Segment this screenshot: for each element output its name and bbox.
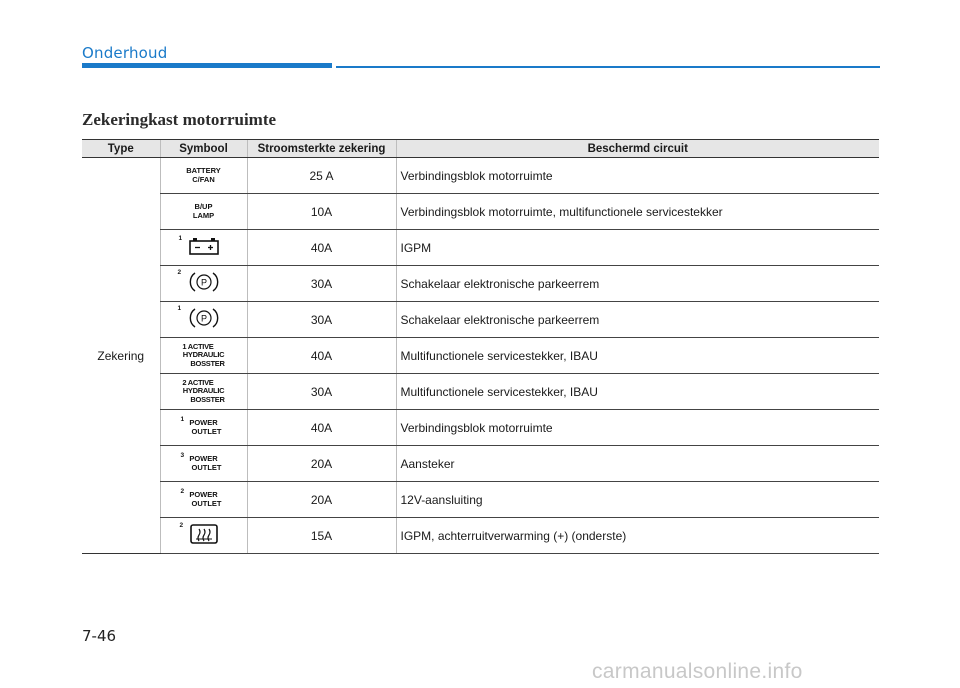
bup-lamp-label: B/UP LAMP bbox=[192, 202, 215, 220]
circuit-cell: Multifunctionele servicestekker, IBAU bbox=[396, 338, 879, 374]
amperage-cell: 30A bbox=[247, 266, 396, 302]
power-outlet-label: 3 POWER OUTLET bbox=[180, 452, 222, 472]
symbol-cell bbox=[160, 482, 247, 518]
symbol-cell bbox=[160, 338, 247, 374]
table-header-row bbox=[82, 140, 879, 158]
symbol-cell bbox=[160, 302, 247, 338]
type-cell: Zekering bbox=[82, 158, 160, 554]
parking-brake-icon: 2 P bbox=[188, 271, 220, 296]
symbol-cell bbox=[160, 518, 247, 554]
table-row bbox=[82, 338, 879, 374]
circuit-cell: Verbindingsblok motorruimte bbox=[396, 158, 879, 194]
circuit-cell: Schakelaar elektronische parkeerrem bbox=[396, 302, 879, 338]
table-row bbox=[82, 374, 879, 410]
battery-cfan-label: BATTERY C/FAN bbox=[186, 166, 221, 184]
page-heading: Zekeringkast motorruimte bbox=[82, 110, 277, 129]
header-rule-thick bbox=[82, 63, 332, 68]
circuit-cell: 12V-aansluiting bbox=[396, 482, 879, 518]
symbol-cell bbox=[160, 266, 247, 302]
table-row bbox=[82, 446, 879, 482]
symbol-cell bbox=[160, 230, 247, 266]
svg-text:P: P bbox=[200, 277, 207, 288]
amperage-cell: 20A bbox=[247, 446, 396, 482]
battery-icon: 1 bbox=[189, 237, 219, 258]
circuit-cell: Multifunctionele servicestekker, IBAU bbox=[396, 374, 879, 410]
section-title: Onderhoud bbox=[82, 44, 168, 62]
table-row bbox=[82, 158, 879, 194]
table-row bbox=[82, 194, 879, 230]
amperage-cell: 30A bbox=[247, 302, 396, 338]
header-rule-thin bbox=[336, 66, 880, 68]
symbol-cell bbox=[160, 194, 247, 230]
table-row bbox=[82, 482, 879, 518]
circuit-cell: IGPM, achterruitverwarming (+) (onderste) bbox=[396, 518, 879, 554]
power-outlet-label: 1 POWER OUTLET bbox=[180, 416, 222, 436]
active-hydraulic-booster-label: 2 ACTIVE HYDRAULIC BOSSTER bbox=[182, 377, 225, 404]
amperage-cell: 20A bbox=[247, 482, 396, 518]
amperage-cell: 40A bbox=[247, 230, 396, 266]
amperage-cell: 25 A bbox=[247, 158, 396, 194]
amperage-cell: 40A bbox=[247, 338, 396, 374]
circuit-cell: Schakelaar elektronische parkeerrem bbox=[396, 266, 879, 302]
symbol-cell bbox=[160, 446, 247, 482]
circuit-cell: Verbindingsblok motorruimte bbox=[396, 410, 879, 446]
column-header-symbol: Symbool bbox=[160, 140, 247, 158]
active-hydraulic-booster-label: 1 ACTIVE HYDRAULIC BOSSTER bbox=[182, 341, 225, 368]
amperage-cell: 10A bbox=[247, 194, 396, 230]
page-number: 7-46 bbox=[82, 627, 117, 645]
table-row bbox=[82, 518, 879, 554]
symbol-cell bbox=[160, 410, 247, 446]
parking-brake-icon: 1 P bbox=[188, 307, 220, 332]
rear-defroster-icon: 2 bbox=[190, 524, 218, 547]
amperage-cell: 30A bbox=[247, 374, 396, 410]
amperage-cell: 40A bbox=[247, 410, 396, 446]
symbol-cell bbox=[160, 158, 247, 194]
circuit-cell: Verbindingsblok motorruimte, multifunctionele servicestekker bbox=[396, 194, 879, 230]
circuit-cell: IGPM bbox=[396, 230, 879, 266]
circuit-cell: Aansteker bbox=[396, 446, 879, 482]
column-header-circuit: Beschermd circuit bbox=[396, 140, 879, 158]
fuse-table bbox=[82, 139, 879, 554]
table-row bbox=[82, 302, 879, 338]
power-outlet-label: 2 POWER OUTLET bbox=[180, 488, 222, 508]
table-row bbox=[82, 410, 879, 446]
svg-text:P: P bbox=[200, 313, 207, 324]
column-header-amperage: Stroomsterkte zekering bbox=[247, 140, 396, 158]
column-header-type: Type bbox=[82, 140, 160, 158]
symbol-cell bbox=[160, 374, 247, 410]
watermark: carmanualsonline.info bbox=[592, 660, 803, 683]
table-row bbox=[82, 266, 879, 302]
table-row bbox=[82, 230, 879, 266]
amperage-cell: 15A bbox=[247, 518, 396, 554]
